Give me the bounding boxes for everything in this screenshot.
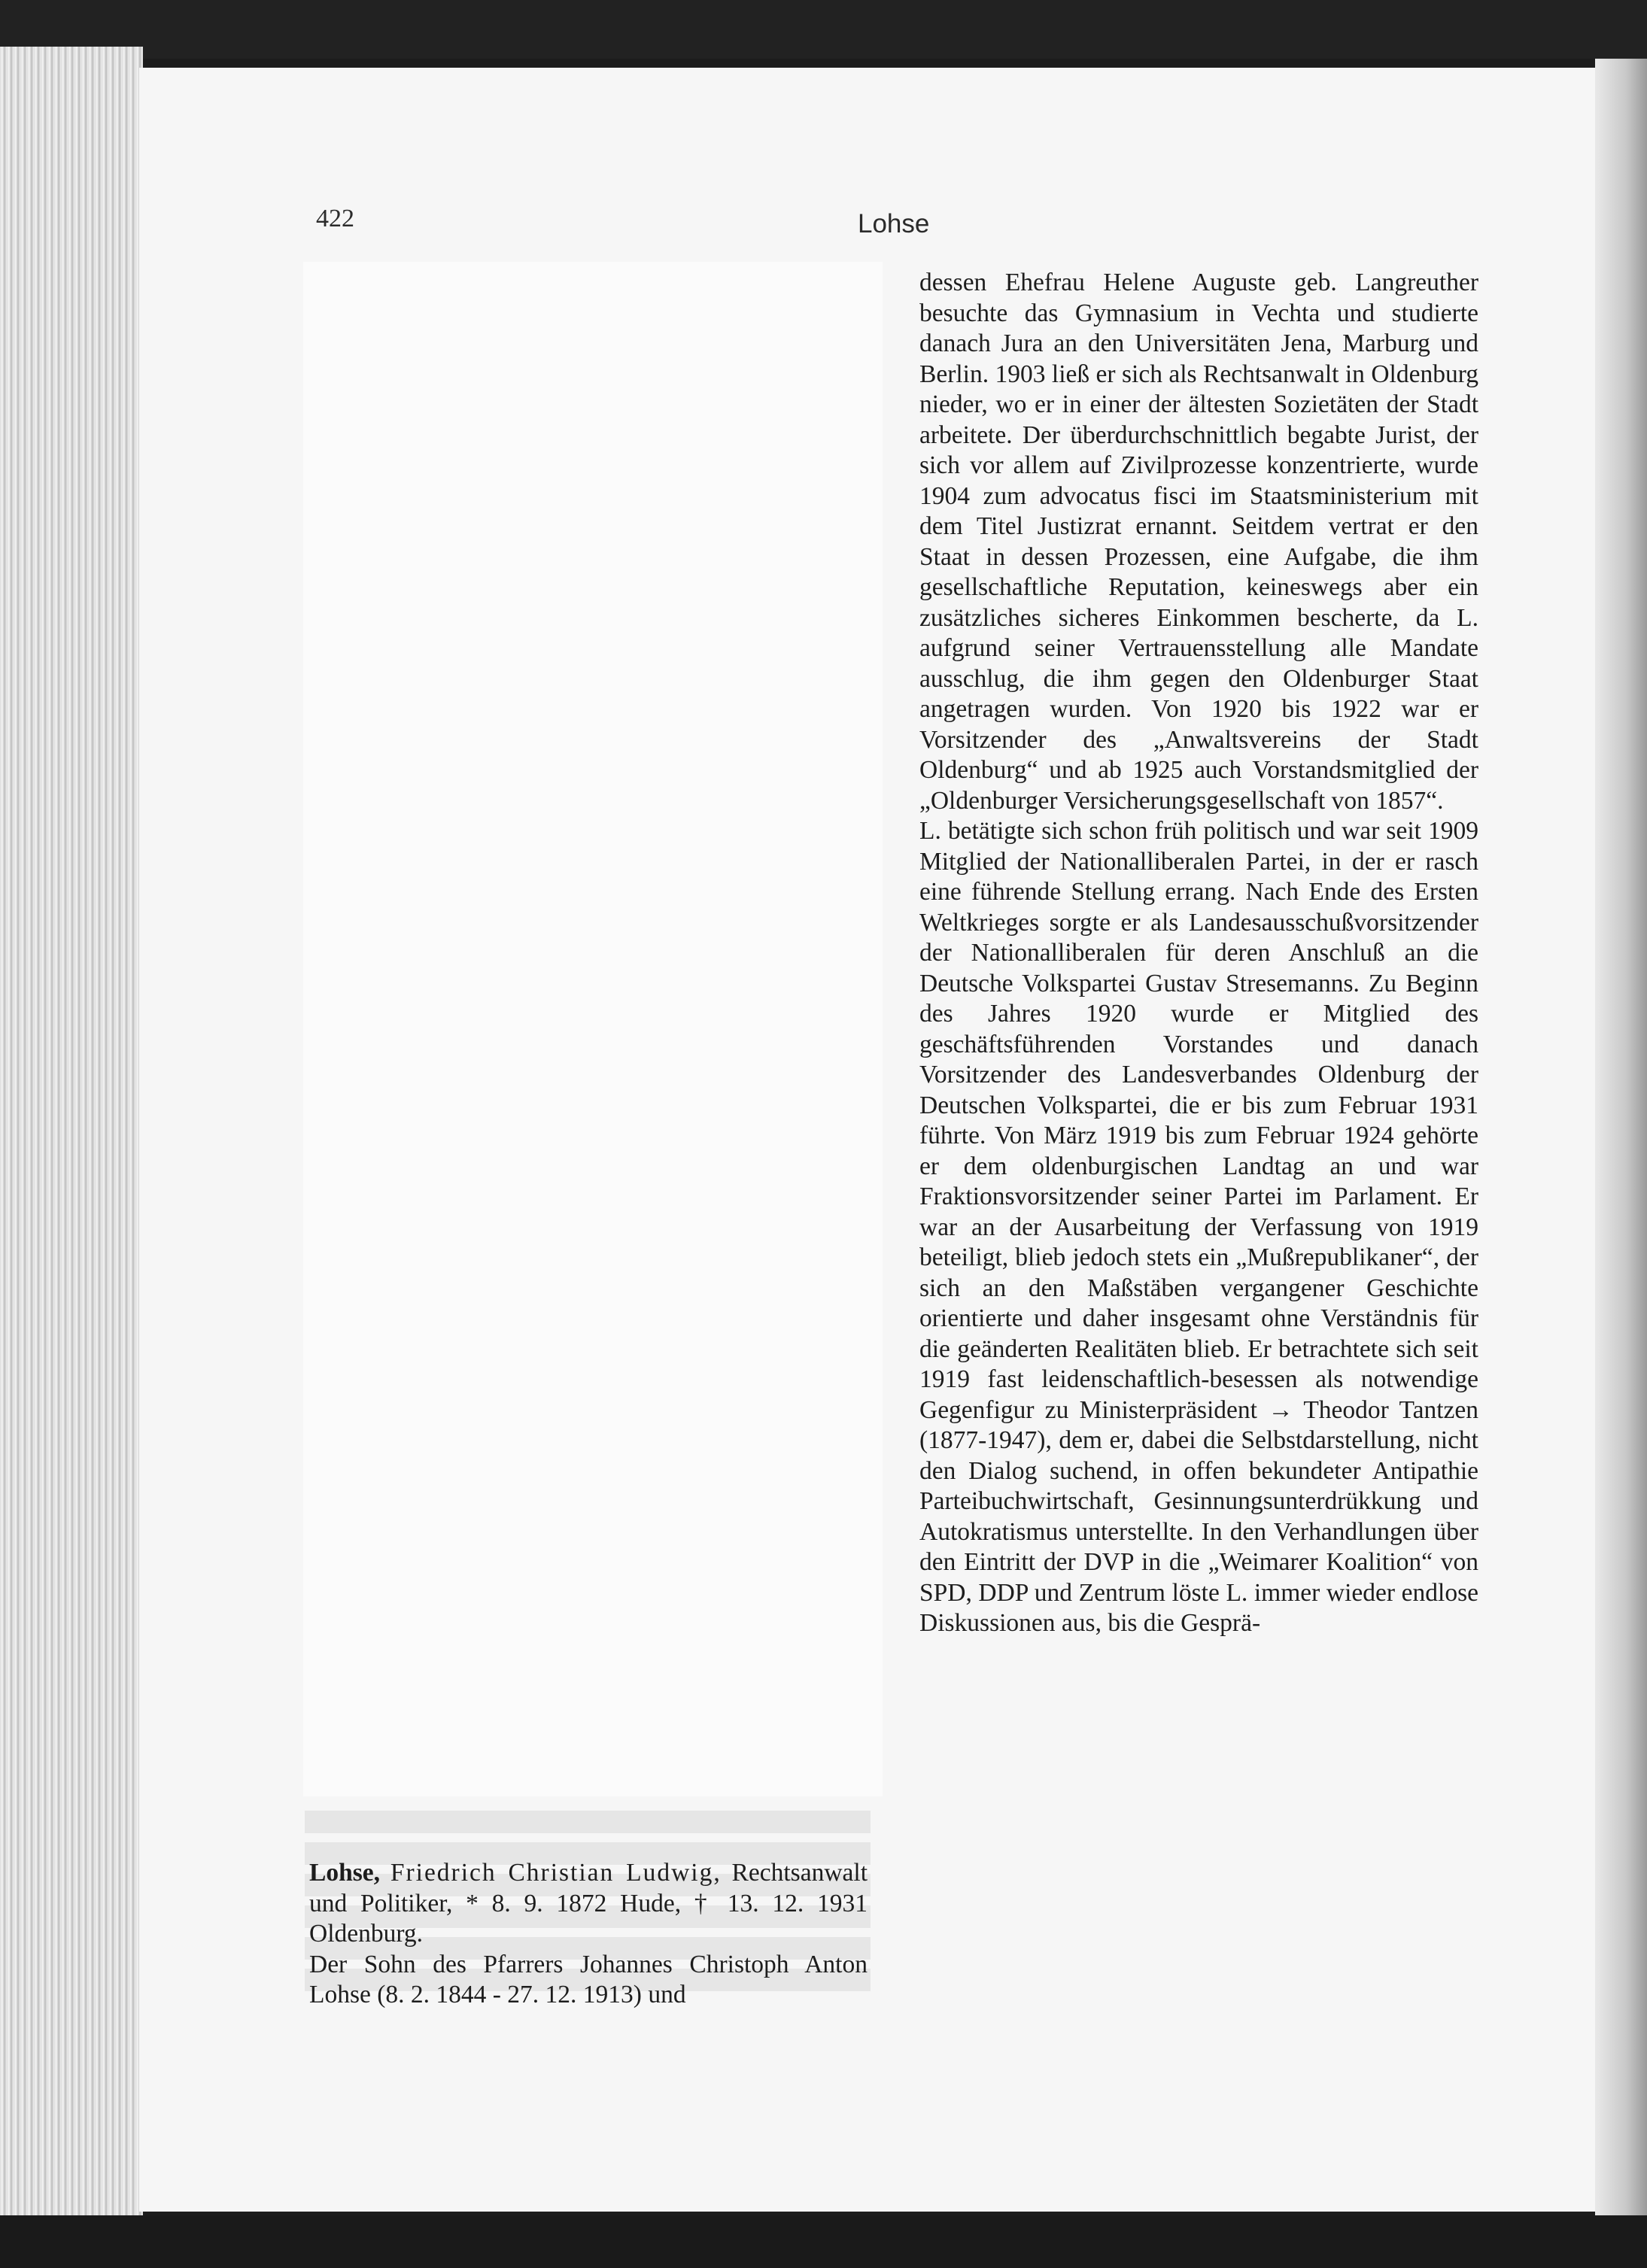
entry-paragraph-start: Der Sohn des Pfarrers Johannes Christoph Anton Lohse (8. 2. 1844 - 27. 12. 1913) und — [309, 1950, 868, 2008]
gutter-shadow — [1595, 59, 1647, 2215]
left-column-blank-area — [303, 262, 883, 1796]
scanner-top-band — [0, 0, 1647, 59]
entry-heading — [309, 1858, 868, 1950]
running-head: Lohse — [858, 209, 930, 238]
page-number: 422 — [316, 205, 354, 232]
entry-start — [309, 1858, 868, 2011]
entry-intro: Rechtsanwalt und Politiker, * 8. 9. 1872 Hude, † 13. 12. 1931 Oldenburg. — [309, 1859, 868, 1948]
entry-name: Lohse, — [309, 1859, 381, 1887]
scanner-bottom-band — [0, 2215, 1647, 2268]
book-page-edges — [0, 47, 143, 2224]
right-column — [919, 268, 1478, 1639]
paragraph-politics: L. betätigte sich schon früh politisch und war seit 1909 Mitglied der Nationalliberalen Partei, in der er rasch eine führende Stellung errang. Nach Ende des Ersten Weltkrieges sorgte er als Landesausschußvorsitzender der Nationalliberalen für deren Anschluß an die Deutsche Volkspartei Gustav Stresemanns. Zu Beginn des Jahres 1920 wurde er Mitglied des geschäftsführenden Vorstandes und danach Vorsitzender des Landesverbandes Oldenburg der Deutschen Volkspartei, die er bis zum Februar 1931 führte. Von März 1919 bis zum Februar 1924 gehörte er dem oldenburgischen Landtag an und war Fraktionsvorsitzender seiner Partei im Parlament. Er war an der Ausarbeitung der Verfassung von 1919 beteiligt, blieb jedoch stets ein „Mußrepublikaner“, der sich an den Maßstäben vergangener Geschichte orientierte und daher insgesamt ohne Verständnis für die geänderten Realitäten blieb. Er betrachtete sich seit 1919 fast leidenschaftlich-besessen als notwendige Gegenfigur zu Ministerpräsident → Theodor Tantzen (1877-1947), dem er, dabei die Selbstdarstellung, nicht den Dialog suchend, in offen bekundeter Antipathie Parteibuchwirtschaft, Gesinnungsunterdrükkung und Autokratismus unterstellte. In den Verhandlungen über den Eintritt der DVP in die „Weimarer Koalition“ von SPD, DDP und Zentrum löste L. immer wieder endlose Diskussionen aus, bis die Gesprä- — [919, 817, 1478, 1637]
entry-given-names: Friedrich Christian Ludwig, — [390, 1859, 722, 1887]
paragraph-biography: dessen Ehefrau Helene Auguste geb. Langreuther besuchte das Gymnasium in Vechta und studierte danach Jura an den Universitäten Jena, Marburg und Berlin. 1903 ließ er sich als Rechtsanwalt in Oldenburg nieder, wo er in einer der ältesten Sozietäten der Stadt arbeitete. Der überdurchschnittlich begabte Jurist, der sich vor allem auf Zivilprozesse konzentrierte, wurde 1904 zum advocatus fisci im Staatsministerium mit dem Titel Justizrat ernannt. Seitdem vertrat er den Staat in dessen Prozessen, eine Aufgabe, die ihm gesellschaftliche Reputation, keineswegs aber ein zusätzliches sicheres Einkommen bescherte, da L. aufgrund seiner Vertrauensstellung alle Mandate ausschlug, die ihm gegen den Oldenburger Staat angetragen wurden. Von 1920 bis 1922 war er Vorsitzender des „Anwaltsvereins der Stadt Oldenburg“ und ab 1925 auch Vorstandsmitglied der „Oldenburger Versicherungsgesellschaft von 1857“. — [919, 269, 1478, 815]
